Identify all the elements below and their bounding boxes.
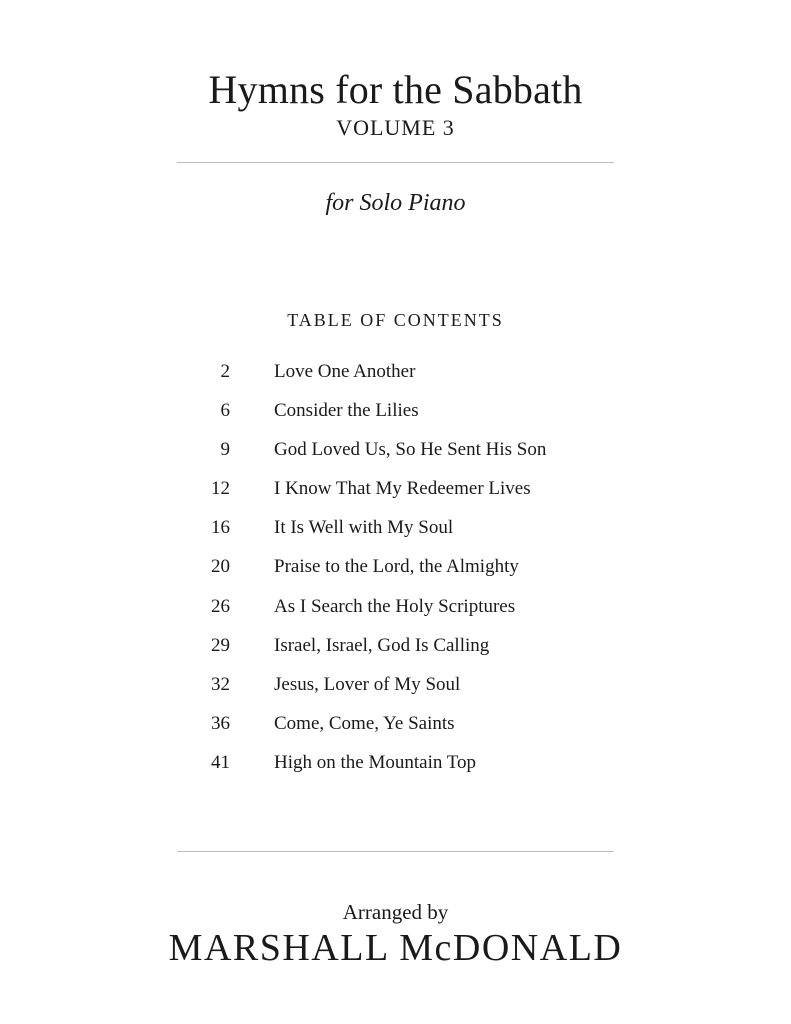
toc-entry [0,435,791,474]
volume-label: VOLUME 3 [336,115,455,140]
toc-entry [0,396,791,435]
toc-hymn-title: Consider the Lilies [274,400,419,422]
toc-hymn-title: Israel, Israel, God Is Calling [274,634,490,656]
toc-hymn-title: It Is Well with My Soul [274,517,454,539]
book-title: Hymns for the Sabbath [208,67,583,112]
toc-entry [0,552,791,591]
arranger-name: MARSHALL McDONALD [168,927,623,969]
subtitle: for Solo Piano [325,190,466,216]
toc-page-number: 29 [211,634,230,656]
toc-hymn-title: Jesus, Lover of My Soul [274,673,461,695]
toc-page-number: 36 [211,712,230,734]
toc-page-number: 2 [220,361,230,382]
toc-entry [0,474,791,513]
toc-entry [0,631,791,670]
toc-page-number: 32 [211,673,230,695]
toc-entry [0,748,791,787]
toc-hymn-title: As I Search the Holy Scriptures [274,595,516,617]
top-divider [177,162,614,163]
toc-entry [0,709,791,748]
bottom-divider [177,851,614,852]
toc-hymn-title: God Loved Us, So He Sent His Son [274,439,547,461]
toc-hymn-title: Praise to the Lord, the Almighty [274,556,519,578]
toc-page-number: 6 [220,400,230,422]
toc-hymn-title: I Know That My Redeemer Lives [274,478,531,500]
toc-page-number: 9 [220,439,230,461]
toc-page-number: 41 [211,751,230,773]
toc-page-number: 12 [211,478,230,500]
toc-entry [0,592,791,631]
toc-page-number: 20 [211,556,230,578]
toc-entry [0,513,791,552]
toc-hymn-title: Come, Come, Ye Saints [274,712,455,734]
arranged-by-label: Arranged by [342,900,449,924]
toc-list [0,357,791,787]
toc-entry [0,357,791,396]
toc-hymn-title: High on the Mountain Top [274,751,477,773]
toc-heading: TABLE OF CONTENTS [287,310,504,330]
toc-hymn-title: Love One Another [274,361,416,382]
toc-page-number: 16 [211,517,230,539]
toc-page-number: 26 [211,595,230,617]
toc-entry [0,670,791,709]
